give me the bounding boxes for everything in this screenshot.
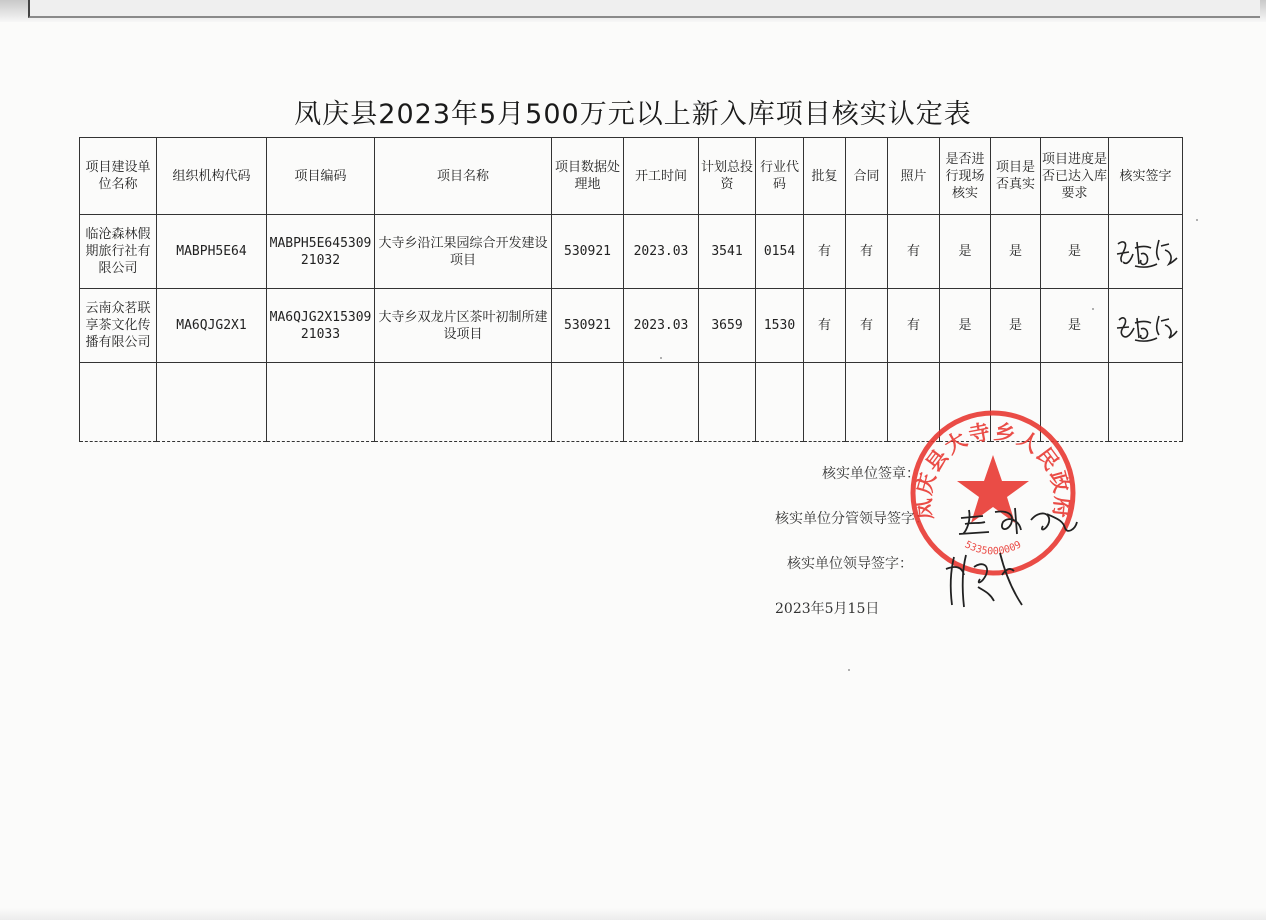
onsite-check-cell: 是 xyxy=(940,289,991,363)
header-cell: 组织机构代码 xyxy=(157,138,267,215)
header-cell: 计划总投资 xyxy=(699,138,756,215)
header-cell: 行业代码 xyxy=(756,138,804,215)
photo-cell: 有 xyxy=(888,215,940,289)
authentic-cell: 是 xyxy=(991,289,1041,363)
onsite-check-cell: 是 xyxy=(940,215,991,289)
approval-cell: 有 xyxy=(804,215,846,289)
project-code-cell: MA6QJG2X1530921033 xyxy=(267,289,375,363)
contract-cell: 有 xyxy=(846,215,888,289)
header-cell: 开工时间 xyxy=(624,138,699,215)
header-cell: 项目编码 xyxy=(267,138,375,215)
header-cell: 批复 xyxy=(804,138,846,215)
seal-text: 凤庆县大寺乡人民政府 xyxy=(911,419,1075,521)
header-cell: 项目进度是否已达入库要求 xyxy=(1041,138,1109,215)
handwritten-signature xyxy=(1113,306,1179,346)
seal-label: 核实单位签章： xyxy=(822,466,920,482)
header-cell: 是否进行现场核实 xyxy=(940,138,991,215)
header-cell: 项目数据处理地 xyxy=(552,138,624,215)
table-header-row xyxy=(80,138,1183,215)
industry-code-cell: 1530 xyxy=(756,289,804,363)
approval-cell: 有 xyxy=(804,289,846,363)
header-cell: 照片 xyxy=(888,138,940,215)
project-name-cell: 大寺乡双龙片区茶叶初制所建设项目 xyxy=(375,289,552,363)
leader-signature-label: 核实单位分管领导签字： xyxy=(775,511,929,527)
start-time-cell: 2023.03 xyxy=(624,215,699,289)
org-code-cell: MA6QJG2X1 xyxy=(157,289,267,363)
data-location-cell: 530921 xyxy=(552,289,624,363)
photo-cell: 有 xyxy=(888,289,940,363)
investment-cell: 3659 xyxy=(699,289,756,363)
header-cell: 项目是否真实 xyxy=(991,138,1041,215)
table-row xyxy=(80,289,1183,363)
unit-name-cell: 临沧森林假期旅行社有限公司 xyxy=(80,215,157,289)
investment-cell: 3541 xyxy=(699,215,756,289)
verification-table xyxy=(79,137,1183,442)
table-row xyxy=(80,215,1183,289)
progress-cell: 是 xyxy=(1041,289,1109,363)
start-time-cell: 2023.03 xyxy=(624,289,699,363)
header-cell: 项目名称 xyxy=(375,138,552,215)
scanner-top-edge xyxy=(0,0,1266,22)
contract-cell: 有 xyxy=(846,289,888,363)
signature-cell xyxy=(1109,289,1183,363)
seal-number: 5335000009 xyxy=(962,539,1024,558)
progress-cell: 是 xyxy=(1041,215,1109,289)
header-cell: 项目建设单位名称 xyxy=(80,138,157,215)
org-code-cell: MABPH5E64 xyxy=(157,215,267,289)
head-signature-label: 核实单位领导签字： xyxy=(787,556,913,572)
head-handwritten-signature xyxy=(940,545,1030,613)
handwritten-signature xyxy=(1113,232,1179,272)
industry-code-cell: 0154 xyxy=(756,215,804,289)
project-name-cell: 大寺乡沿江果园综合开发建设项目 xyxy=(375,215,552,289)
scanner-bottom-edge xyxy=(0,908,1266,920)
signature-cell xyxy=(1109,215,1183,289)
header-cell: 核实签字 xyxy=(1109,138,1183,215)
data-location-cell: 530921 xyxy=(552,215,624,289)
document-date: 2023年5月15日 xyxy=(775,601,880,617)
document-title: 凤庆县2023年5月500万元以上新入库项目核实认定表 xyxy=(294,99,972,130)
project-code-cell: MABPH5E64530921032 xyxy=(267,215,375,289)
header-cell: 合同 xyxy=(846,138,888,215)
authentic-cell: 是 xyxy=(991,215,1041,289)
leader-handwritten-signature xyxy=(955,500,1090,540)
unit-name-cell: 云南众茗联享茶文化传播有限公司 xyxy=(80,289,157,363)
